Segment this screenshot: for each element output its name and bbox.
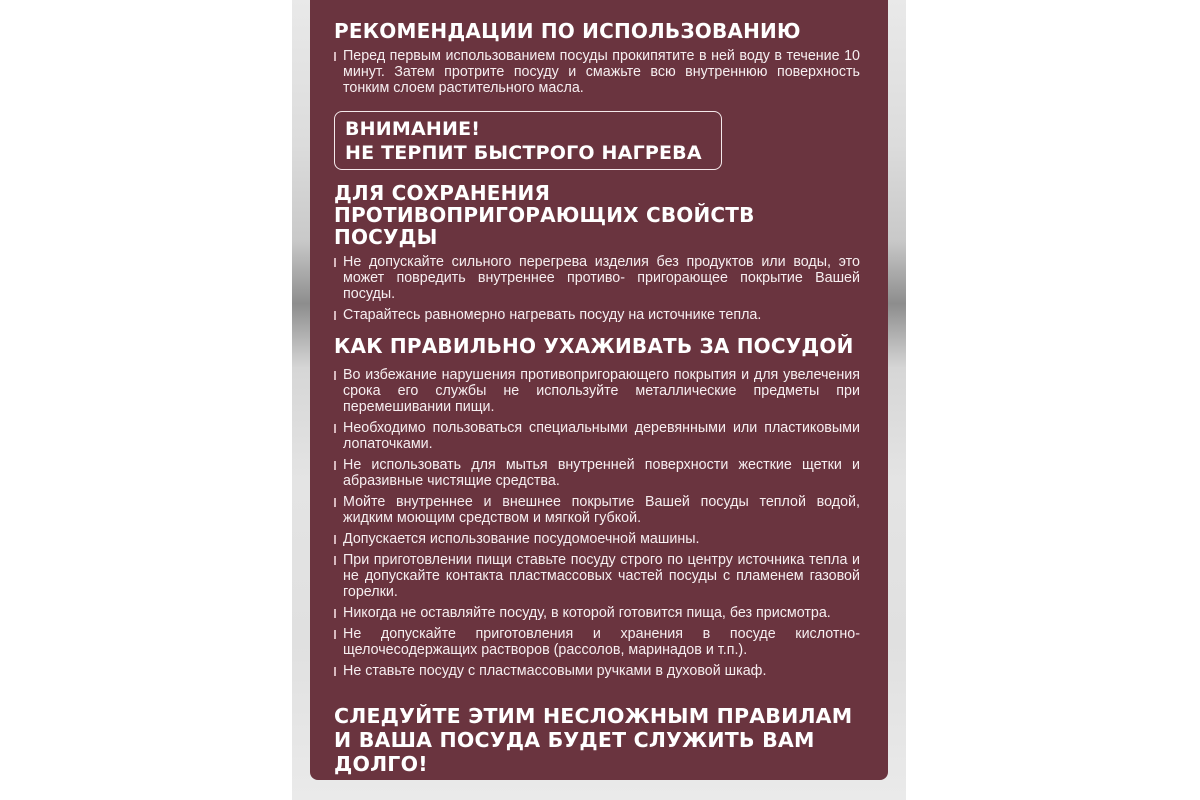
- list-item: Не допускайте приготовления и хранения в посуде кислотно-щелочесодержащих растворов (рассолов, маринадов и т.п.).: [334, 626, 860, 658]
- list-item: Перед первым использованием посуды прокипятите в ней воду в течение 10 минут. Затем протрите посуду и смажьте всю внутреннюю поверхность тонким слоем растительного масла.: [334, 48, 860, 96]
- closing-line: И ВАША ПОСУДА БУДЕТ СЛУЖИТЬ ВАМ ДОЛГО!: [334, 728, 815, 776]
- list-item: Не ставьте посуду с пластмассовыми ручками в духовой шкаф.: [334, 663, 860, 679]
- section-title-line: ПРОТИВОПРИГОРАЮЩИХ СВОЙСТВ ПОСУДЫ: [334, 203, 755, 249]
- care-list: [334, 367, 860, 679]
- warning-box: [334, 111, 722, 170]
- list-item: Не допускайте сильного перегрева изделия без продуктов или воды, это может повредить внутреннее противо- пригорающее покрытие Вашей посуды.: [334, 254, 860, 302]
- list-item: Необходимо пользоваться специальными деревянными или пластиковыми лопаточками.: [334, 420, 860, 452]
- closing-line: СЛЕДУЙТЕ ЭТИМ НЕСЛОЖНЫМ ПРАВИЛАМ: [334, 704, 853, 728]
- usage-list: [334, 48, 860, 96]
- list-item: При приготовлении пищи ставьте посуду строго по центру источника тепла и не допускайте контакта пластмассовых частей посуды с пламенем газовой горелки.: [334, 552, 860, 600]
- list-item: Не использовать для мытья внутренней поверхности жесткие щетки и абразивные чистящие средства.: [334, 457, 860, 489]
- list-item: Никогда не оставляйте посуду, в которой готовится пища, без присмотра.: [334, 605, 860, 621]
- list-item: Мойте внутреннее и внешнее покрытие Вашей посуды теплой водой, жидким моющим средством и мягкой губкой.: [334, 494, 860, 526]
- list-item: Во избежание нарушения противопригорающего покрытия и для увелечения срока его службы не используйте металлические предметы при перемешивании пищи.: [334, 367, 860, 415]
- closing-message: [334, 704, 860, 776]
- warning-title: ВНИМАНИЕ!: [345, 118, 481, 140]
- section-title-usage: РЕКОМЕНДАЦИИ ПО ИСПОЛЬЗОВАНИЮ: [334, 19, 801, 43]
- list-item: Старайтесь равномерно нагревать посуду на источнике тепла.: [334, 307, 860, 323]
- section-title-line: ДЛЯ СОХРАНЕНИЯ: [334, 181, 551, 205]
- warning-text: НЕ ТЕРПИТ БЫСТРОГО НАГРЕВА: [345, 142, 702, 164]
- preserve-list: [334, 254, 860, 323]
- section-title-care: КАК ПРАВИЛЬНО УХАЖИВАТЬ ЗА ПОСУДОЙ: [334, 334, 854, 358]
- list-item: Допускается использование посудомоечной машины.: [334, 531, 860, 547]
- instructions-card: [310, 0, 888, 780]
- section-title-preserve: [334, 182, 860, 248]
